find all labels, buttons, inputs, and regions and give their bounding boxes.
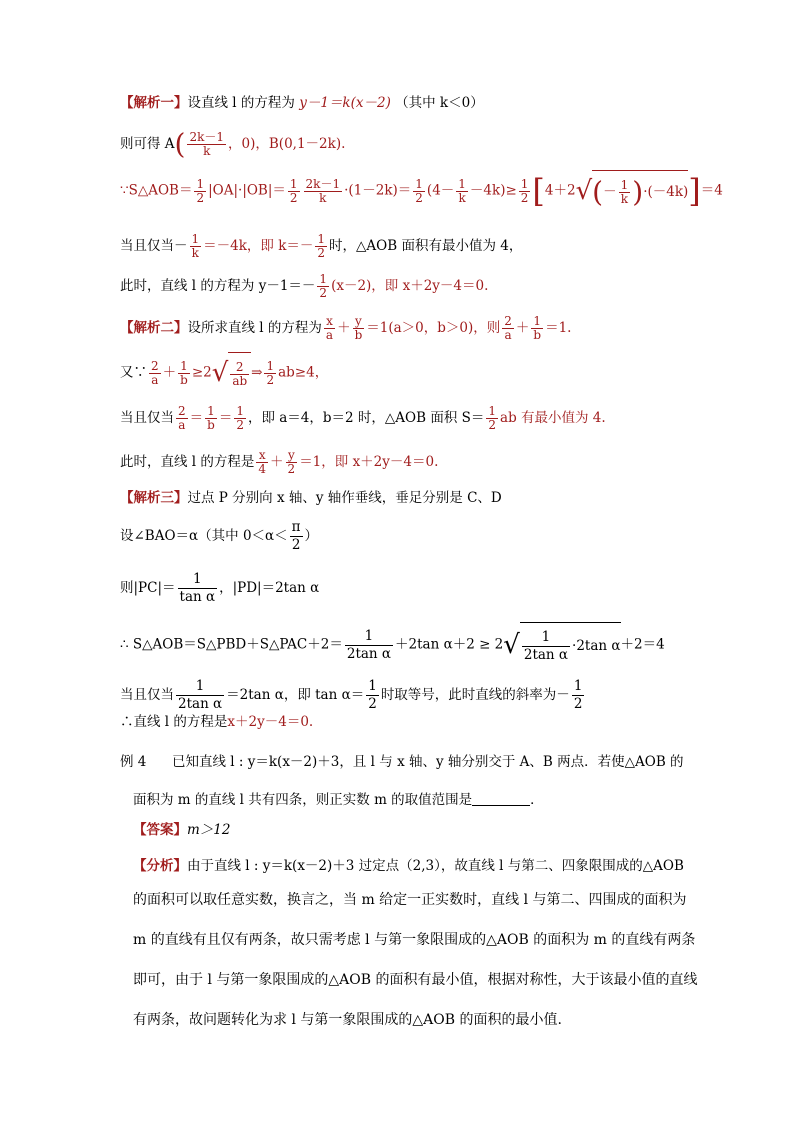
- sqrt: √(－ $\frac{1}{k}$ )·(－4k): [576, 170, 689, 212]
- sol1-tag: 【解析一】: [120, 95, 188, 111]
- example-label: 例 4: [120, 754, 147, 770]
- sol3-line1: 【解析三】过点 P 分别向 x 轴、y 轴作垂线，垂足分别是 C、D: [120, 490, 502, 506]
- sol3-line6: ∴直线 l 的方程是x＋2y－4＝0.: [120, 714, 314, 730]
- sol2-line3: 当且仅当 $\frac{2}{a}$ ＝ $\frac{1}{b}$ ＝ $\frac{1}{2}$ ，即 a＝4，b＝2 时，△AOB 面积 S＝ $\frac{1}{2}$ ab 有最小值为 4.: [120, 404, 606, 432]
- sol2-line1: 【解析二】设所求直线 l 的方程为 $\frac{x}{a}$ ＋ $\frac{y}{b}$ ＝1(a＞0，b＞0)，则 $\frac{2}{a}$ ＋ $\frac{1}{b}$ ＝1.: [120, 314, 572, 342]
- answer-value: m＞12: [187, 822, 231, 838]
- example-4-line1: 例 4 已知直线 l : y＝k(x－2)＋3，且 l 与 x 轴、y 轴分别交于 A、B 两点．若使△AOB 的: [120, 754, 684, 770]
- sol3-line5: 当且仅当 $\frac{1}{\text{2tan α}}$ ＝2tan α，即 tan α＝ $\frac{1}{2}$ 时取等号，此时直线的斜率为－ $\frac{1}{2}$: [120, 678, 583, 712]
- sol1-line1: 【解析一】设直线 l 的方程为 y－1＝k(x－2) （其中 k＜0）: [120, 95, 484, 111]
- example-4-line2: 面积为 m 的直线 l 共有四条，则正实数 m 的取值范围是 ．: [133, 792, 544, 808]
- sol3-line2: 设∠BAO＝α（其中 0＜α＜ $\frac{\pi}{2}$ ）: [120, 519, 319, 553]
- sol3-line3: 则|PC|＝ $\frac{1}{\text{tan α}}$ ，|PD|＝2tan α: [120, 571, 320, 605]
- answer-line: [133, 820, 714, 840]
- analysis-tag: 【分析】: [133, 858, 187, 874]
- sol1-line2: 则可得 A( $\frac{2k-1}{k}$ ，0)，B(0,1－2k).: [120, 127, 346, 161]
- fraction: $\frac{2k-1}{k}$: [189, 130, 225, 158]
- sol2-line4: 此时，直线 l 的方程是 $\frac{x}{4}$ ＋ $\frac{y}{2}$ ＝1，即 x＋2y－4＝0.: [120, 448, 439, 476]
- analysis-line1: 【分析】由于直线 l : y＝k(x－2)＋3 过定点（2,3），故直线 l 与第二、四象限围成的△AOB: [133, 858, 684, 874]
- sol2-line2: 又∵ $\frac{2}{a}$ ＋ $\frac{1}{b}$ ≥2√ $\frac{2}{ab}$ ⇒ $\frac{1}{2}$ ab≥4，: [120, 352, 714, 394]
- answer-blank: [472, 805, 530, 806]
- answer-tag: 【答案】: [133, 822, 187, 838]
- sol1-line4: 当且仅当－ $\frac{1}{k}$ ＝－4k，即 k＝－ $\frac{1}{2}$ 时，△AOB 面积有最小值为 4，: [120, 232, 523, 260]
- sol1-line3: ∵S△AOB＝ $\frac{1}{2}$ |OA|·|OB|＝ $\frac{1}{2}$ $\frac{2k-1}{k}$ ·(1－2k)＝ $\frac{1}{2}$ (4－ $\frac{1}{k}$ －4k)≥ $\frac{1}{2}$ [4＋2√(－ $\frac{1}{k}$ )·(－4k)]＝4: [120, 172, 723, 210]
- sol3-line4: ∴ S△AOB＝S△PBD＋S△PAC＋2＝ $\frac{1}{\text{2tan α}}$ ＋2tan α＋2 ≥ 2√ $\frac{1}{\text{2tan α}}$ ·2tan α＋2＝4: [120, 622, 714, 668]
- analysis-paragraph: 的面积可以取任意实数，换言之，当 m 给定一正实数时，直线 l 与第二、四围成的面积为 m 的直线有且仅有两条，故只需考虑 l 与第一象限围成的△AOB 的面积为 m 的直线有两条即可，由于 l 与第一象限围成的△AOB 的面积有最小值，根据对称性，大于该最小值的直线有两条，故问题转化为求 l 与第一象限围成的△AOB 的面积的最小值.: [133, 892, 698, 1028]
- sol1-line5: 此时，直线 l 的方程为 y－1＝－ $\frac{1}{2}$ (x－2)，即 x＋2y－4＝0.: [120, 272, 489, 300]
- sol3-tag: 【解析三】: [120, 490, 188, 506]
- sol2-tag: 【解析二】: [120, 320, 188, 336]
